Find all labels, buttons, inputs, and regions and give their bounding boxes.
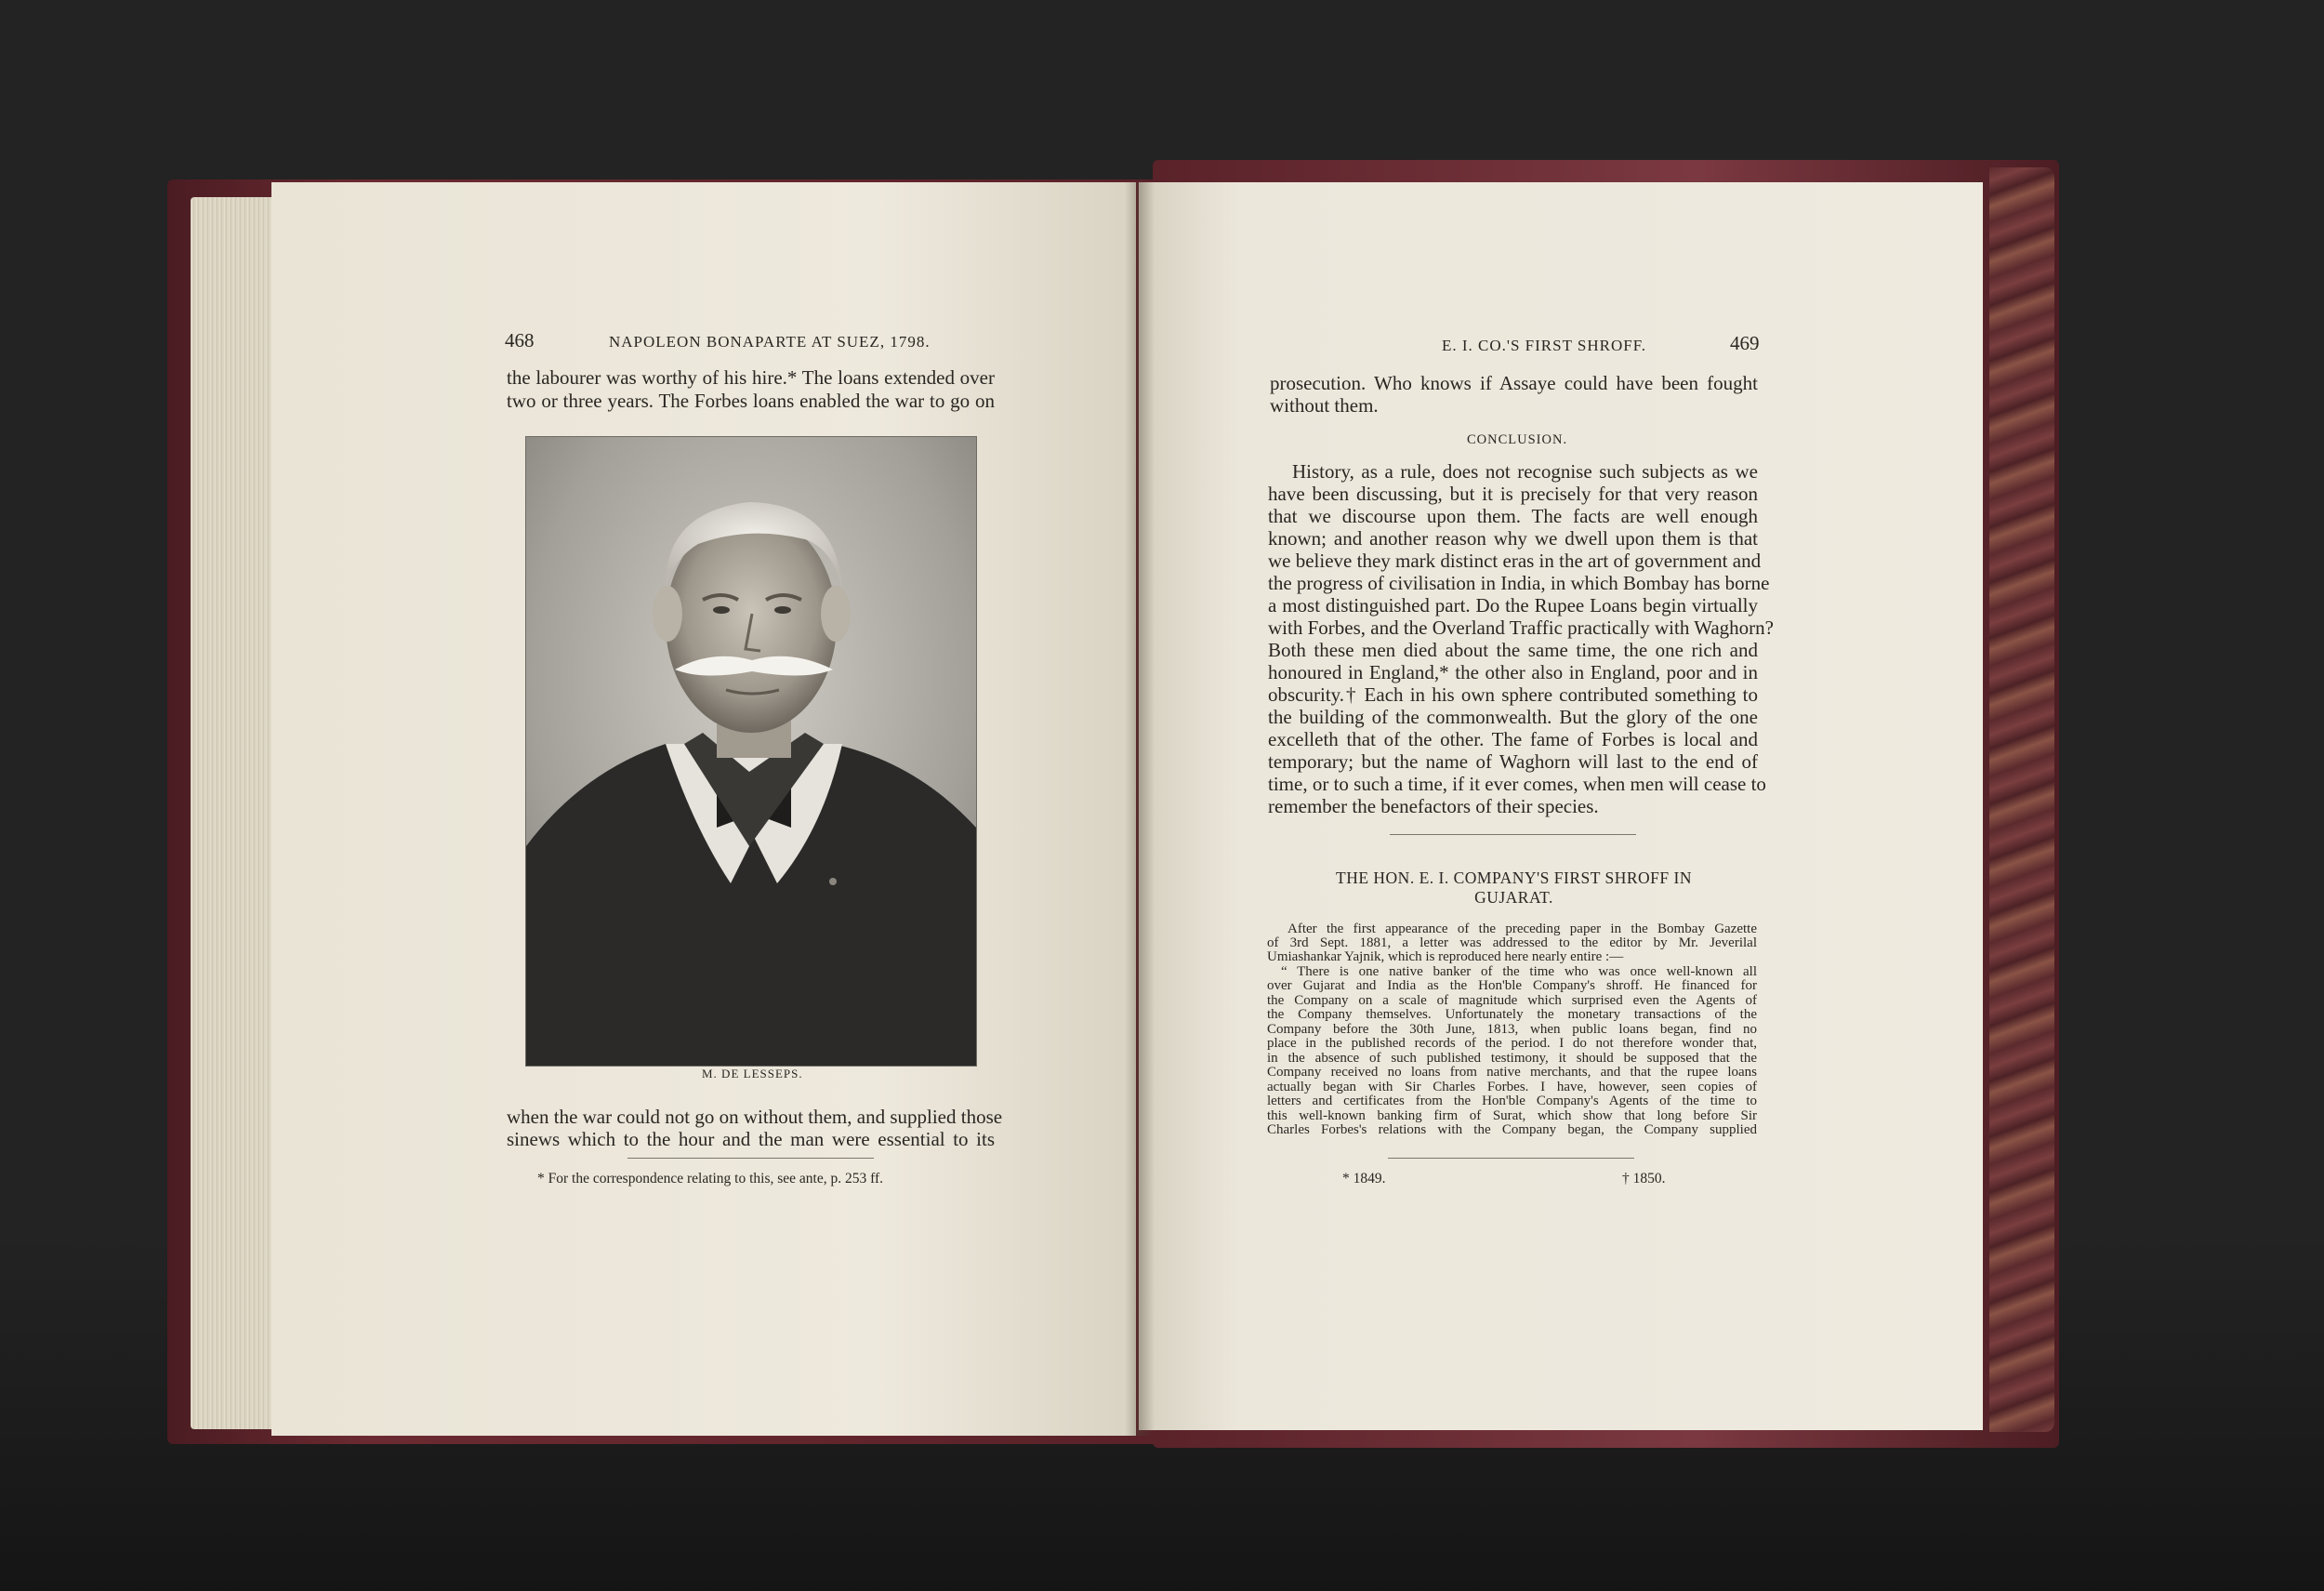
conclusion-line-7: a most distinguished part. Do the Rupee Loans begin virtually (1268, 594, 1758, 617)
left-line-4: sinews which to the hour and the man were essential to its (507, 1128, 995, 1150)
section-divider-rule (1390, 834, 1636, 835)
conclusion-line-8: with Forbes, and the Overland Traffic practically with Waghorn? (1268, 617, 1774, 639)
conclusion-line-12: the building of the commonwealth. But the glory of the one (1268, 706, 1758, 728)
article-title-line-2: GUJARAT. (1474, 888, 1553, 907)
left-line-2: two or three years. The Forbes loans enabled the war to go on (507, 390, 995, 412)
article-line-10: in the absence of such published testimony, it should be supposed that the (1267, 1051, 1757, 1066)
portrait-photograph (525, 436, 977, 1067)
right-footnote-1: * 1849. (1342, 1171, 1386, 1187)
right-running-head: E. I. CO.'S FIRST SHROFF. (1442, 337, 1647, 354)
article-line-11: Company received no loans from native merchants, and that the rupee loans (1267, 1065, 1757, 1080)
left-line-3: when the war could not go on without them, and supplied those (507, 1106, 1003, 1128)
article-line-5: over Gujarat and India as the Hon'ble Company's shroff. He financed for (1267, 978, 1757, 993)
conclusion-line-4: known; and another reason why we dwell upon them is that (1268, 527, 1758, 550)
right-page-number: 469 (1730, 332, 1760, 354)
right-line-1: prosecution. Who knows if Assaye could have been fought (1270, 372, 1758, 394)
conclusion-line-13: excelleth that of the other. The fame of Forbes is local and (1268, 728, 1758, 750)
right-footnote-rule (1388, 1158, 1634, 1159)
conclusion-line-14: temporary; but the name of Waghorn will last to the end of (1268, 750, 1758, 773)
page-block-edge (191, 197, 279, 1429)
article-line-12: actually began with Sir Charles Forbes. I have, however, seen copies of (1267, 1080, 1757, 1094)
article-line-9: place in the published records of the period. I do not therefore wonder that, (1267, 1036, 1757, 1051)
conclusion-line-3: that we discourse upon them. The facts are well enough (1268, 505, 1758, 527)
conclusion-line-6: the progress of civilisation in India, in which Bombay has borne (1268, 572, 1770, 594)
left-page-number: 468 (505, 329, 535, 351)
article-title-line-1: THE HON. E. I. COMPANY'S FIRST SHROFF IN (1336, 868, 1692, 887)
left-line-1: the labourer was worthy of his hire.* The loans extended over (507, 366, 995, 389)
conclusion-line-5: we believe they mark distinct eras in the art of government and (1268, 550, 1762, 572)
portrait-caption: M. DE LESSEPS. (702, 1067, 803, 1081)
left-footnote: * For the correspondence relating to this, see ante, p. 253 ff. (537, 1171, 884, 1187)
left-running-head: NAPOLEON BONAPARTE AT SUEZ, 1798. (609, 333, 931, 351)
book-gutter (1125, 182, 1155, 1436)
left-footnote-rule (627, 1158, 874, 1159)
article-line-6: the Company on a scale of magnitude which surprised even the Agents of (1267, 993, 1757, 1008)
article-line-8: Company before the 30th June, 1813, when public loans began, find no (1267, 1022, 1757, 1037)
portrait-image (526, 437, 976, 1066)
conclusion-line-10: honoured in England,* the other also in England, poor and in (1268, 661, 1758, 683)
article-line-4: “ There is one native banker of the time who was once well-known all (1281, 964, 1757, 979)
conclusion-line-9: Both these men died about the same time, the one rich and (1268, 639, 1758, 661)
article-line-3: Umiashankar Yajnik, which is reproduced here nearly entire :— (1267, 949, 1624, 964)
conclusion-line-2: have been discussing, but it is precisely for that very reason (1268, 483, 1758, 505)
article-line-13: letters and certificates from the Hon'ble Company's Agents of the time to (1267, 1094, 1757, 1108)
conclusion-line-11: obscurity.† Each in his own sphere contributed something to (1268, 683, 1758, 706)
conclusion-line-15: time, or to such a time, if it ever comes, when men will cease to (1268, 773, 1766, 795)
right-line-2: without them. (1270, 394, 1379, 417)
article-line-1: After the first appearance of the preceding paper in the Bombay Gazette (1287, 921, 1757, 936)
article-line-2: of 3rd Sept. 1881, a letter was addressed to the editor by Mr. Jeverilal (1267, 935, 1757, 950)
conclusion-line-1: History, as a rule, does not recognise such subjects as we (1292, 460, 1758, 483)
article-line-15: Charles Forbes's relations with the Company began, the Company supplied (1267, 1122, 1757, 1137)
article-line-14: this well-known banking firm of Surat, which show that long before Sir (1267, 1108, 1757, 1123)
conclusion-line-16: remember the benefactors of their species. (1268, 795, 1599, 817)
right-footnote-2: † 1850. (1622, 1171, 1666, 1187)
marbled-board-edge (1989, 167, 2054, 1432)
conclusion-heading: CONCLUSION. (1467, 432, 1568, 447)
article-line-7: the Company themselves. Unfortunately the monetary transactions of the (1267, 1007, 1757, 1022)
